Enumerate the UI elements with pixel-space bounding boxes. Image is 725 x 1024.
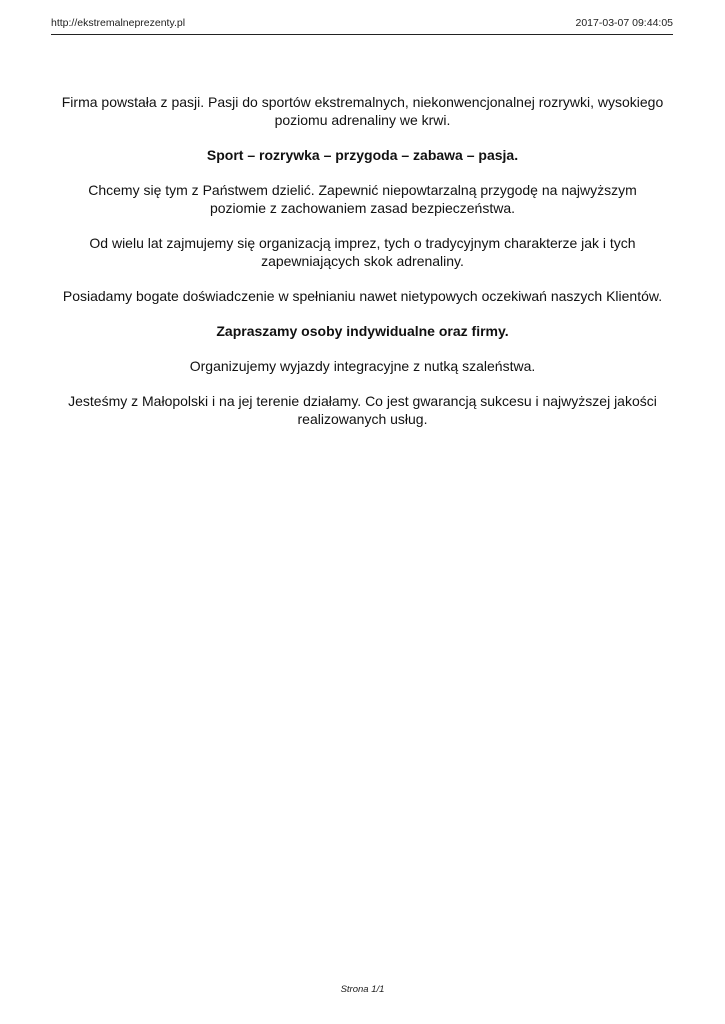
paragraph-expectations: Posiadamy bogate doświadczenie w spełnianiu nawet nietypowych oczekiwań naszych Klientów. (62, 288, 663, 304)
page-number: Strona 1/1 (340, 984, 385, 995)
paragraph-intro: Firma powstała z pasji. Pasji do sportów ekstremalnych, niekonwencjonalnej rozrywki, wysokiego poziomu adrenaliny we krwi. (61, 94, 664, 128)
paragraph-region: Jesteśmy z Małopolski i na jej terenie działamy. Co jest gwarancją sukcesu i najwyższej jakości realizowanych usług. (68, 393, 657, 427)
paragraph-slogan: Sport – rozrywka – przygoda – zabawa – pasja. (206, 147, 519, 163)
document-body (60, 93, 665, 445)
page-header (51, 14, 673, 35)
paragraph-experience-events: Od wielu lat zajmujemy się organizacją imprez, tych o tradycyjnym charakterze jak i tych zapewniających skok adrenaliny. (89, 235, 636, 269)
paragraph-share: Chcemy się tym z Państwem dzielić. Zapewnić niepowtarzalną przygodę na najwyższym poziomie z zachowaniem zasad bezpieczeństwa. (88, 182, 637, 216)
paragraph-integration-trips: Organizujemy wyjazdy integracyjne z nutką szaleństwa. (189, 358, 536, 374)
page-footer (0, 984, 725, 995)
header-timestamp: 2017-03-07 09:44:05 (575, 17, 673, 29)
paragraph-invitation: Zapraszamy osoby indywidualne oraz firmy. (216, 323, 509, 339)
header-url: http://ekstremalneprezenty.pl (51, 17, 186, 29)
